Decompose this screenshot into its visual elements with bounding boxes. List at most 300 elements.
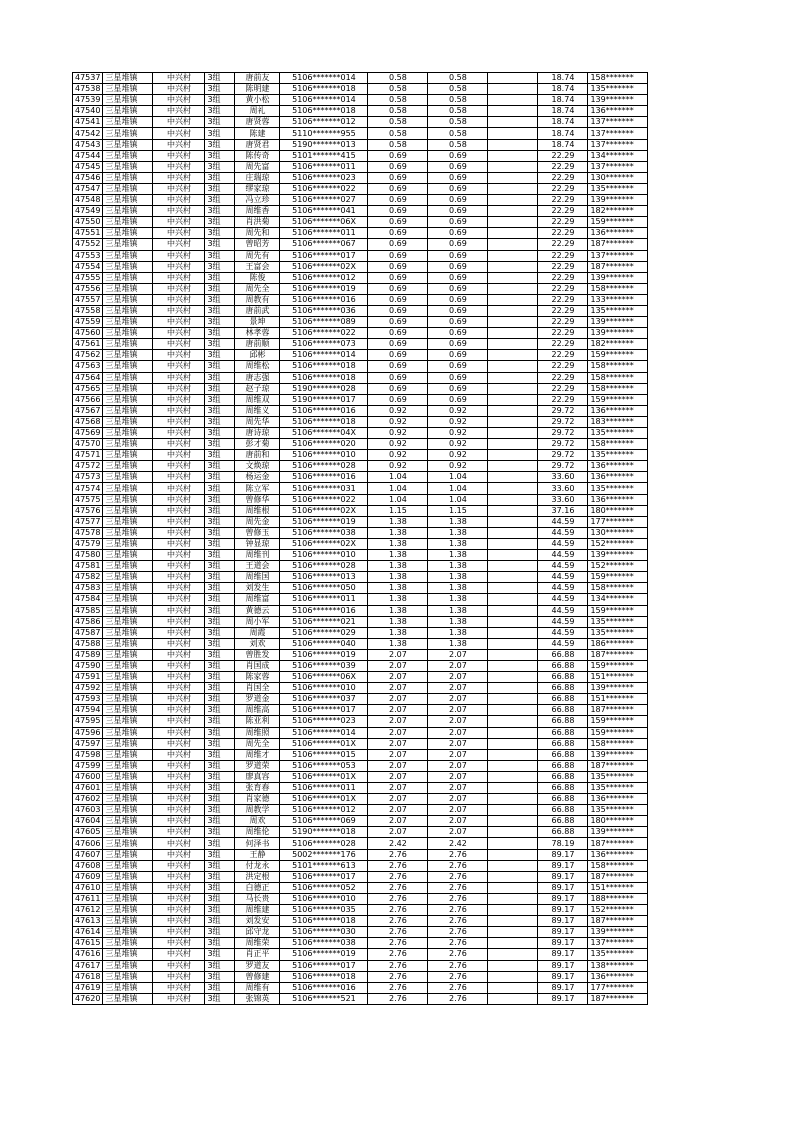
town-cell: 三星堆镇 <box>103 561 153 572</box>
table-row <box>73 616 648 627</box>
table-row <box>73 583 648 594</box>
town-cell: 三星堆镇 <box>103 638 153 649</box>
blank-cell <box>488 949 538 960</box>
table-row <box>73 683 648 694</box>
area-1-cell: 0.92 <box>368 416 428 427</box>
group-cell: 3组 <box>205 849 235 860</box>
id-number-cell: 5106*******050 <box>280 583 368 594</box>
village-cell: 中兴村 <box>153 117 205 128</box>
phone-cell: 151******* <box>588 882 648 893</box>
area-2-cell: 0.92 <box>428 450 488 461</box>
area-2-cell: 0.69 <box>428 294 488 305</box>
id-number-cell: 5106*******011 <box>280 228 368 239</box>
row-number-cell: 47596 <box>73 727 103 738</box>
phone-cell: 151******* <box>588 694 648 705</box>
town-cell: 三星堆镇 <box>103 871 153 882</box>
area-2-cell: 1.04 <box>428 494 488 505</box>
name-cell: 张锦英 <box>235 993 280 1004</box>
name-cell: 罗道荣 <box>235 760 280 771</box>
blank-cell <box>488 95 538 106</box>
row-number-cell: 47551 <box>73 228 103 239</box>
blank-cell <box>488 672 538 683</box>
area-2-cell: 2.76 <box>428 982 488 993</box>
village-cell: 中兴村 <box>153 705 205 716</box>
area-1-cell: 1.04 <box>368 483 428 494</box>
phone-cell: 135******* <box>588 949 648 960</box>
blank-cell <box>488 905 538 916</box>
table-row <box>73 550 648 561</box>
area-1-cell: 2.07 <box>368 683 428 694</box>
blank-cell <box>488 361 538 372</box>
id-number-cell: 5190*******018 <box>280 827 368 838</box>
area-1-cell: 2.07 <box>368 771 428 782</box>
blank-cell <box>488 993 538 1004</box>
area-1-cell: 2.76 <box>368 982 428 993</box>
area-2-cell: 0.58 <box>428 84 488 95</box>
area-2-cell: 1.38 <box>428 527 488 538</box>
blank-cell <box>488 660 538 671</box>
area-1-cell: 0.69 <box>368 172 428 183</box>
phone-cell: 158******* <box>588 439 648 450</box>
area-2-cell: 0.69 <box>428 172 488 183</box>
village-cell: 中兴村 <box>153 250 205 261</box>
area-1-cell: 2.07 <box>368 749 428 760</box>
table-row <box>73 938 648 949</box>
village-cell: 中兴村 <box>153 616 205 627</box>
name-cell: 周维松 <box>235 361 280 372</box>
blank-cell <box>488 871 538 882</box>
name-cell: 白德正 <box>235 882 280 893</box>
row-number-cell: 47604 <box>73 816 103 827</box>
group-cell: 3组 <box>205 494 235 505</box>
area-2-cell: 2.76 <box>428 938 488 949</box>
village-cell: 中兴村 <box>153 394 205 405</box>
blank-cell <box>488 583 538 594</box>
id-number-cell: 5106*******018 <box>280 416 368 427</box>
area-2-cell: 1.04 <box>428 483 488 494</box>
table-row <box>73 416 648 427</box>
row-number-cell: 47566 <box>73 394 103 405</box>
table-row <box>73 905 648 916</box>
name-cell: 周霞 <box>235 627 280 638</box>
group-cell: 3组 <box>205 738 235 749</box>
table-row <box>73 250 648 261</box>
phone-cell: 158******* <box>588 73 648 84</box>
phone-cell: 158******* <box>588 738 648 749</box>
town-cell: 三星堆镇 <box>103 860 153 871</box>
row-number-cell: 47586 <box>73 616 103 627</box>
village-cell: 中兴村 <box>153 949 205 960</box>
id-number-cell: 5106*******014 <box>280 95 368 106</box>
town-cell: 三星堆镇 <box>103 816 153 827</box>
table-row <box>73 816 648 827</box>
id-number-cell: 5106*******02X <box>280 538 368 549</box>
area-1-cell: 0.92 <box>368 439 428 450</box>
table-row <box>73 494 648 505</box>
village-cell: 中兴村 <box>153 882 205 893</box>
row-number-cell: 47584 <box>73 594 103 605</box>
town-cell: 三星堆镇 <box>103 993 153 1004</box>
town-cell: 三星堆镇 <box>103 117 153 128</box>
id-number-cell: 5106*******018 <box>280 84 368 95</box>
name-cell: 周先全 <box>235 738 280 749</box>
group-cell: 3组 <box>205 416 235 427</box>
group-cell: 3组 <box>205 605 235 616</box>
name-cell: 周先华 <box>235 416 280 427</box>
blank-cell <box>488 627 538 638</box>
id-number-cell: 5106*******038 <box>280 527 368 538</box>
area-2-cell: 0.69 <box>428 217 488 228</box>
blank-cell <box>488 405 538 416</box>
group-cell: 3组 <box>205 982 235 993</box>
village-cell: 中兴村 <box>153 627 205 638</box>
town-cell: 三星堆镇 <box>103 982 153 993</box>
amount-cell: 22.29 <box>538 183 588 194</box>
blank-cell <box>488 461 538 472</box>
phone-cell: 130******* <box>588 527 648 538</box>
table-row <box>73 660 648 671</box>
village-cell: 中兴村 <box>153 683 205 694</box>
id-number-cell: 5106*******028 <box>280 461 368 472</box>
area-2-cell: 0.69 <box>428 328 488 339</box>
area-2-cell: 0.69 <box>428 150 488 161</box>
phone-cell: 183******* <box>588 416 648 427</box>
village-cell: 中兴村 <box>153 672 205 683</box>
area-1-cell: 0.69 <box>368 361 428 372</box>
amount-cell: 22.29 <box>538 283 588 294</box>
group-cell: 3组 <box>205 383 235 394</box>
area-1-cell: 0.69 <box>368 195 428 206</box>
group-cell: 3组 <box>205 405 235 416</box>
name-cell: 周维伦 <box>235 827 280 838</box>
area-1-cell: 0.69 <box>368 250 428 261</box>
village-cell: 中兴村 <box>153 106 205 117</box>
blank-cell <box>488 328 538 339</box>
town-cell: 三星堆镇 <box>103 572 153 583</box>
amount-cell: 89.17 <box>538 982 588 993</box>
area-2-cell: 2.07 <box>428 783 488 794</box>
area-1-cell: 0.69 <box>368 239 428 250</box>
area-2-cell: 0.58 <box>428 106 488 117</box>
area-2-cell: 0.58 <box>428 95 488 106</box>
id-number-cell: 5106*******010 <box>280 683 368 694</box>
group-cell: 3组 <box>205 960 235 971</box>
area-2-cell: 2.07 <box>428 660 488 671</box>
id-number-cell: 5106*******028 <box>280 838 368 849</box>
area-2-cell: 2.07 <box>428 649 488 660</box>
village-cell: 中兴村 <box>153 239 205 250</box>
id-number-cell: 5106*******052 <box>280 882 368 893</box>
table-row <box>73 217 648 228</box>
area-2-cell: 1.38 <box>428 627 488 638</box>
phone-cell: 182******* <box>588 206 648 217</box>
table-row <box>73 117 648 128</box>
town-cell: 三星堆镇 <box>103 805 153 816</box>
area-1-cell: 0.69 <box>368 261 428 272</box>
area-1-cell: 0.69 <box>368 317 428 328</box>
name-cell: 周维荣 <box>235 938 280 949</box>
name-cell: 罗道金 <box>235 694 280 705</box>
phone-cell: 135******* <box>588 771 648 782</box>
village-cell: 中兴村 <box>153 771 205 782</box>
row-number-cell: 47562 <box>73 350 103 361</box>
town-cell: 三星堆镇 <box>103 849 153 860</box>
row-number-cell: 47591 <box>73 672 103 683</box>
area-2-cell: 0.69 <box>428 239 488 250</box>
name-cell: 周维义 <box>235 405 280 416</box>
name-cell: 文焕琼 <box>235 461 280 472</box>
row-number-cell: 47571 <box>73 450 103 461</box>
blank-cell <box>488 195 538 206</box>
row-number-cell: 47609 <box>73 871 103 882</box>
table-row <box>73 672 648 683</box>
area-1-cell: 0.69 <box>368 206 428 217</box>
blank-cell <box>488 893 538 904</box>
name-cell: 唐志强 <box>235 372 280 383</box>
area-1-cell: 2.76 <box>368 960 428 971</box>
village-cell: 中兴村 <box>153 483 205 494</box>
village-cell: 中兴村 <box>153 916 205 927</box>
group-cell: 3组 <box>205 905 235 916</box>
blank-cell <box>488 128 538 139</box>
area-1-cell: 0.92 <box>368 405 428 416</box>
area-1-cell: 2.07 <box>368 794 428 805</box>
amount-cell: 22.29 <box>538 206 588 217</box>
phone-cell: 136******* <box>588 849 648 860</box>
town-cell: 三星堆镇 <box>103 294 153 305</box>
town-cell: 三星堆镇 <box>103 206 153 217</box>
phone-cell: 187******* <box>588 871 648 882</box>
group-cell: 3组 <box>205 783 235 794</box>
phone-cell: 188******* <box>588 893 648 904</box>
name-cell: 陈亚利 <box>235 716 280 727</box>
table-row <box>73 871 648 882</box>
area-2-cell: 2.07 <box>428 760 488 771</box>
blank-cell <box>488 383 538 394</box>
amount-cell: 44.59 <box>538 538 588 549</box>
row-number-cell: 47546 <box>73 172 103 183</box>
amount-cell: 22.29 <box>538 305 588 316</box>
id-number-cell: 5106*******022 <box>280 183 368 194</box>
area-1-cell: 2.07 <box>368 805 428 816</box>
town-cell: 三星堆镇 <box>103 949 153 960</box>
id-number-cell: 5106*******029 <box>280 627 368 638</box>
group-cell: 3组 <box>205 439 235 450</box>
amount-cell: 29.72 <box>538 416 588 427</box>
name-cell: 黄小松 <box>235 95 280 106</box>
name-cell: 周维照 <box>235 727 280 738</box>
group-cell: 3组 <box>205 394 235 405</box>
amount-cell: 44.59 <box>538 561 588 572</box>
town-cell: 三星堆镇 <box>103 161 153 172</box>
phone-cell: 159******* <box>588 217 648 228</box>
blank-cell <box>488 73 538 84</box>
amount-cell: 22.29 <box>538 239 588 250</box>
group-cell: 3组 <box>205 938 235 949</box>
group-cell: 3组 <box>205 705 235 716</box>
name-cell: 王富会 <box>235 261 280 272</box>
phone-cell: 139******* <box>588 749 648 760</box>
town-cell: 三星堆镇 <box>103 272 153 283</box>
name-cell: 周维高 <box>235 705 280 716</box>
area-1-cell: 2.07 <box>368 649 428 660</box>
group-cell: 3组 <box>205 816 235 827</box>
row-number-cell: 47547 <box>73 183 103 194</box>
table-row <box>73 394 648 405</box>
row-number-cell: 47537 <box>73 73 103 84</box>
phone-cell: 134******* <box>588 150 648 161</box>
group-cell: 3组 <box>205 128 235 139</box>
blank-cell <box>488 505 538 516</box>
blank-cell <box>488 494 538 505</box>
area-1-cell: 0.69 <box>368 339 428 350</box>
row-number-cell: 47585 <box>73 605 103 616</box>
id-number-cell: 5106*******01X <box>280 794 368 805</box>
row-number-cell: 47559 <box>73 317 103 328</box>
area-1-cell: 2.76 <box>368 905 428 916</box>
group-cell: 3组 <box>205 73 235 84</box>
id-number-cell: 5106*******030 <box>280 927 368 938</box>
village-cell: 中兴村 <box>153 572 205 583</box>
amount-cell: 89.17 <box>538 971 588 982</box>
area-1-cell: 0.58 <box>368 95 428 106</box>
town-cell: 三星堆镇 <box>103 893 153 904</box>
area-2-cell: 2.76 <box>428 916 488 927</box>
phone-cell: 135******* <box>588 805 648 816</box>
id-number-cell: 5106*******073 <box>280 339 368 350</box>
village-cell: 中兴村 <box>153 971 205 982</box>
area-2-cell: 0.69 <box>428 261 488 272</box>
table-row <box>73 960 648 971</box>
id-number-cell: 5106*******022 <box>280 494 368 505</box>
phone-cell: 187******* <box>588 649 648 660</box>
id-number-cell: 5106*******037 <box>280 694 368 705</box>
blank-cell <box>488 649 538 660</box>
area-2-cell: 2.07 <box>428 738 488 749</box>
area-2-cell: 2.76 <box>428 949 488 960</box>
amount-cell: 66.88 <box>538 738 588 749</box>
blank-cell <box>488 350 538 361</box>
amount-cell: 89.17 <box>538 905 588 916</box>
phone-cell: 136******* <box>588 461 648 472</box>
group-cell: 3组 <box>205 561 235 572</box>
id-number-cell: 5106*******017 <box>280 871 368 882</box>
area-2-cell: 2.07 <box>428 771 488 782</box>
name-cell: 周维刊 <box>235 550 280 561</box>
blank-cell <box>488 550 538 561</box>
area-1-cell: 0.92 <box>368 450 428 461</box>
amount-cell: 22.29 <box>538 339 588 350</box>
group-cell: 3组 <box>205 660 235 671</box>
id-number-cell: 5106*******011 <box>280 161 368 172</box>
id-number-cell: 5106*******089 <box>280 317 368 328</box>
group-cell: 3组 <box>205 172 235 183</box>
amount-cell: 22.29 <box>538 350 588 361</box>
area-2-cell: 1.38 <box>428 616 488 627</box>
area-2-cell: 2.76 <box>428 860 488 871</box>
area-1-cell: 0.69 <box>368 228 428 239</box>
id-number-cell: 5106*******041 <box>280 206 368 217</box>
phone-cell: 136******* <box>588 971 648 982</box>
row-number-cell: 47611 <box>73 893 103 904</box>
village-cell: 中兴村 <box>153 727 205 738</box>
group-cell: 3组 <box>205 350 235 361</box>
town-cell: 三星堆镇 <box>103 328 153 339</box>
id-number-cell: 5106*******013 <box>280 572 368 583</box>
blank-cell <box>488 827 538 838</box>
id-number-cell: 5106*******06X <box>280 672 368 683</box>
id-number-cell: 5106*******016 <box>280 472 368 483</box>
amount-cell: 66.88 <box>538 672 588 683</box>
blank-cell <box>488 339 538 350</box>
town-cell: 三星堆镇 <box>103 317 153 328</box>
area-2-cell: 1.38 <box>428 605 488 616</box>
blank-cell <box>488 561 538 572</box>
amount-cell: 89.17 <box>538 849 588 860</box>
blank-cell <box>488 794 538 805</box>
amount-cell: 29.72 <box>538 439 588 450</box>
amount-cell: 66.88 <box>538 649 588 660</box>
area-2-cell: 0.58 <box>428 128 488 139</box>
blank-cell <box>488 860 538 871</box>
area-2-cell: 1.38 <box>428 516 488 527</box>
table-row <box>73 106 648 117</box>
village-cell: 中兴村 <box>153 73 205 84</box>
group-cell: 3组 <box>205 572 235 583</box>
village-cell: 中兴村 <box>153 195 205 206</box>
name-cell: 周维双 <box>235 394 280 405</box>
area-1-cell: 1.38 <box>368 583 428 594</box>
town-cell: 三星堆镇 <box>103 250 153 261</box>
phone-cell: 186******* <box>588 638 648 649</box>
group-cell: 3组 <box>205 261 235 272</box>
town-cell: 三星堆镇 <box>103 694 153 705</box>
row-number-cell: 47603 <box>73 805 103 816</box>
group-cell: 3组 <box>205 84 235 95</box>
town-cell: 三星堆镇 <box>103 938 153 949</box>
group-cell: 3组 <box>205 638 235 649</box>
group-cell: 3组 <box>205 472 235 483</box>
area-2-cell: 2.42 <box>428 838 488 849</box>
blank-cell <box>488 250 538 261</box>
area-2-cell: 2.76 <box>428 993 488 1004</box>
table-row <box>73 860 648 871</box>
area-2-cell: 2.76 <box>428 960 488 971</box>
id-number-cell: 5106*******017 <box>280 960 368 971</box>
amount-cell: 89.17 <box>538 927 588 938</box>
name-cell: 肖正平 <box>235 949 280 960</box>
blank-cell <box>488 783 538 794</box>
blank-cell <box>488 694 538 705</box>
area-1-cell: 0.69 <box>368 305 428 316</box>
row-number-cell: 47614 <box>73 927 103 938</box>
table-row <box>73 350 648 361</box>
town-cell: 三星堆镇 <box>103 783 153 794</box>
table-row <box>73 450 648 461</box>
area-2-cell: 1.38 <box>428 561 488 572</box>
area-2-cell: 0.69 <box>428 361 488 372</box>
village-cell: 中兴村 <box>153 749 205 760</box>
phone-cell: 139******* <box>588 95 648 106</box>
amount-cell: 44.59 <box>538 594 588 605</box>
table-row <box>73 183 648 194</box>
name-cell: 赵子琼 <box>235 383 280 394</box>
area-1-cell: 0.58 <box>368 73 428 84</box>
table-row <box>73 849 648 860</box>
row-number-cell: 47601 <box>73 783 103 794</box>
village-cell: 中兴村 <box>153 283 205 294</box>
name-cell: 唐诗琼 <box>235 428 280 439</box>
